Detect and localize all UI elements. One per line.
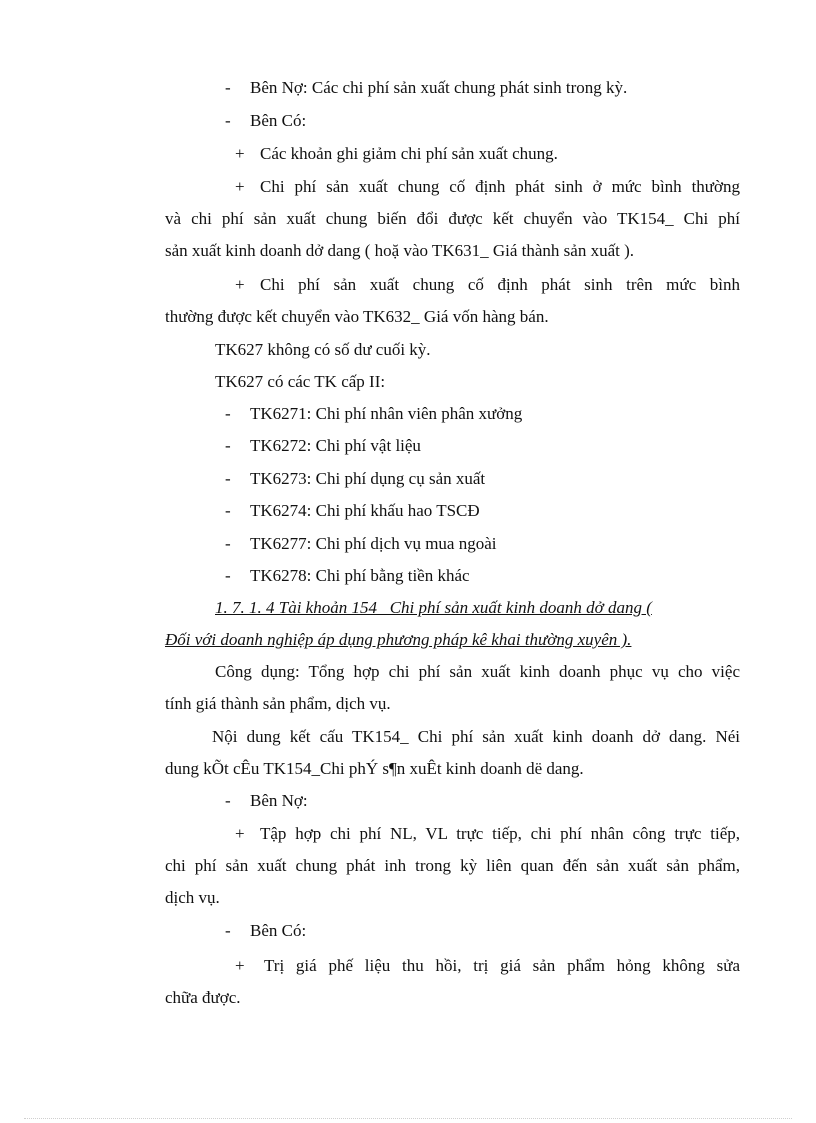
page-bottom-divider [24,1118,792,1119]
plus-bullet: + [235,824,245,843]
section-heading: 1. 7. 1. 4 Tài khoản 154_ Chi phí sản xuất kinh doanh dở dang ( [215,598,652,617]
text-line: Bên Nợ: Các chi phí sản xuất chung phát sinh trong kỳ. [250,78,628,97]
dash-bullet: - [225,534,231,553]
text-line: chi phí sản xuất chung phát inh trong kỳ liên quan đến sản xuất sản phẩm, [165,856,740,875]
text-line: TK627 có các TK cấp II: [215,372,386,391]
text-line: tính giá thành sản phẩm, dịch vụ. [165,694,391,713]
list-item: TK6272: Chi phí vật liệu [250,436,421,455]
dash-bullet: - [225,436,231,455]
text-line: Bên Nợ: [250,791,308,810]
list-item: TK6277: Chi phí dịch vụ mua ngoài [250,534,497,553]
text-line: Tập hợp chi phí NL, VL trực tiếp, chi phí nhân công trực tiếp, [260,824,740,843]
text-line: dịch vụ. [165,888,220,907]
dash-bullet: - [225,78,231,97]
dash-bullet: - [225,566,231,585]
text-line: Công dụng: Tổng hợp chi phí sản xuất kinh doanh phục vụ cho việc [215,662,740,681]
plus-bullet: + [235,956,245,975]
text-line: và chi phí sản xuất chung biến đổi được kết chuyển vào TK154_ Chi phí [165,209,740,228]
dash-bullet: - [225,501,231,520]
dash-bullet: - [225,469,231,488]
text-line: thường được kết chuyển vào TK632_ Giá vốn hàng bán. [165,307,549,326]
plus-bullet: + [235,177,245,196]
text-line: Bên Có: [250,111,307,130]
text-line: Các khoản ghi giảm chi phí sản xuất chung. [260,144,558,163]
dash-bullet: - [225,921,231,940]
text-line: Bên Có: [250,921,307,940]
list-item: TK6278: Chi phí bằng tiền khác [250,566,470,585]
dash-bullet: - [225,791,231,810]
list-item: TK6271: Chi phí nhân viên phân xưởng [250,404,523,423]
list-item: TK6273: Chi phí dụng cụ sản xuất [250,469,486,488]
text-line: TK627 không có số dư cuối kỳ. [215,340,431,359]
text-line: Trị giá phế liệu thu hồi, trị giá sản phẩm hỏng không sửa [264,956,740,975]
dash-bullet: - [225,404,231,423]
dash-bullet: - [225,111,231,130]
text-line: chữa được. [165,988,241,1007]
plus-bullet: + [235,144,245,163]
plus-bullet: + [235,275,245,294]
text-line: dung kÕt cÊu TK154_Chi phÝ s¶n xuÊt kinh doanh dë dang. [165,759,584,778]
text-line: Chi phí sản xuất chung cố định phát sinh trên mức bình [260,275,740,294]
section-heading: Đối với doanh nghiệp áp dụng phương pháp kê khai thường xuyên ). [165,630,632,649]
text-line: sản xuất kinh doanh dở dang ( hoặ vào TK631_ Giá thành sản xuất ). [165,241,634,260]
list-item: TK6274: Chi phí khấu hao TSCĐ [250,501,480,520]
text-line: Chi phí sản xuất chung cố định phát sinh ở mức bình thường [260,177,740,196]
text-line: Nội dung kết cấu TK154_ Chi phí sản xuất kinh doanh dở dang. Néi [212,727,740,746]
